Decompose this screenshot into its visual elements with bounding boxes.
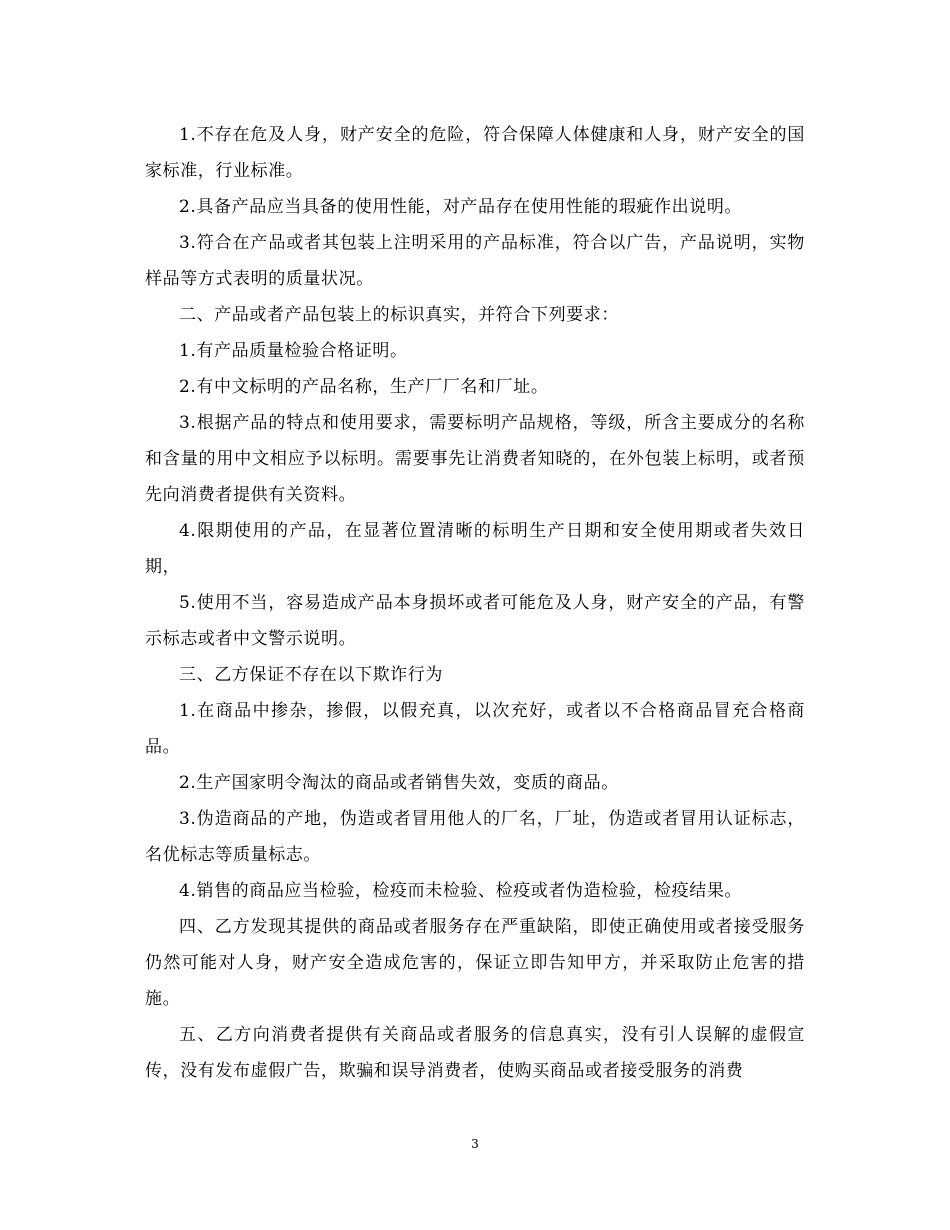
paragraph-2: 2.具备产品应当具备的使用性能，对产品存在使用性能的瑕疵作出说明。 [179,197,743,217]
paragraph-13: 3.伪造商品的产地，伪造或者冒用他人的厂名，厂址，伪造或者冒用认证标志，名优标志等质量标志。 [145,809,805,865]
paragraph-7: 3.根据产品的特点和使用要求，需要标明产品规格，等级，所含主要成分的名称和含量的用中文相应予以标明。需要事先让消费者知晓的，在外包装上标明，或者预先向消费者提供有关资料。 [145,413,805,505]
paragraph-5: 1.有产品质量检验合格证明。 [179,341,408,361]
paragraph-14: 4.销售的商品应当检验，检疫而未检验、检疫或者伪造检验，检疫结果。 [179,881,743,901]
section-heading-2: 二、产品或者产品包装上的标识真实，并符合下列要求： [179,305,619,325]
paragraph-1: 1.不存在危及人身，财产安全的危险，符合保障人体健康和人身，财产安全的国家标准，行业标准。 [145,125,805,181]
paragraph-9: 5.使用不当，容易造成产品本身损坏或者可能危及人身，财产安全的产品，有警示标志或者中文警示说明。 [145,593,805,649]
paragraph-11: 1.在商品中掺杂，掺假，以假充真，以次充好，或者以不合格商品冒充合格商品。 [145,701,805,757]
document-body [145,117,805,1089]
section-heading-4: 四、乙方发现其提供的商品或者服务存在严重缺陷，即使正确使用或者接受服务仍然可能对人身，财产安全造成危害的，保证立即告知甲方，并采取防止危害的措施。 [145,917,805,1009]
section-heading-3: 三、乙方保证不存在以下欺诈行为 [179,665,443,685]
paragraph-12: 2.生产国家明令淘汰的商品或者销售失效，变质的商品。 [179,773,619,793]
page-number: 3 [471,1137,479,1151]
paragraph-6: 2.有中文标明的产品名称，生产厂厂名和厂址。 [179,377,549,397]
paragraph-3: 3.符合在产品或者其包装上注明采用的产品标准，符合以广告，产品说明，实物样品等方式表明的质量状况。 [145,233,805,289]
section-heading-5: 五、乙方向消费者提供有关商品或者服务的信息真实，没有引人误解的虚假宣传，没有发布虚假广告，欺骗和误导消费者，使购买商品或者接受服务的消费 [145,1025,805,1081]
paragraph-8: 4.限期使用的产品，在显著位置清晰的标明生产日期和安全使用期或者失效日期， [145,521,805,577]
